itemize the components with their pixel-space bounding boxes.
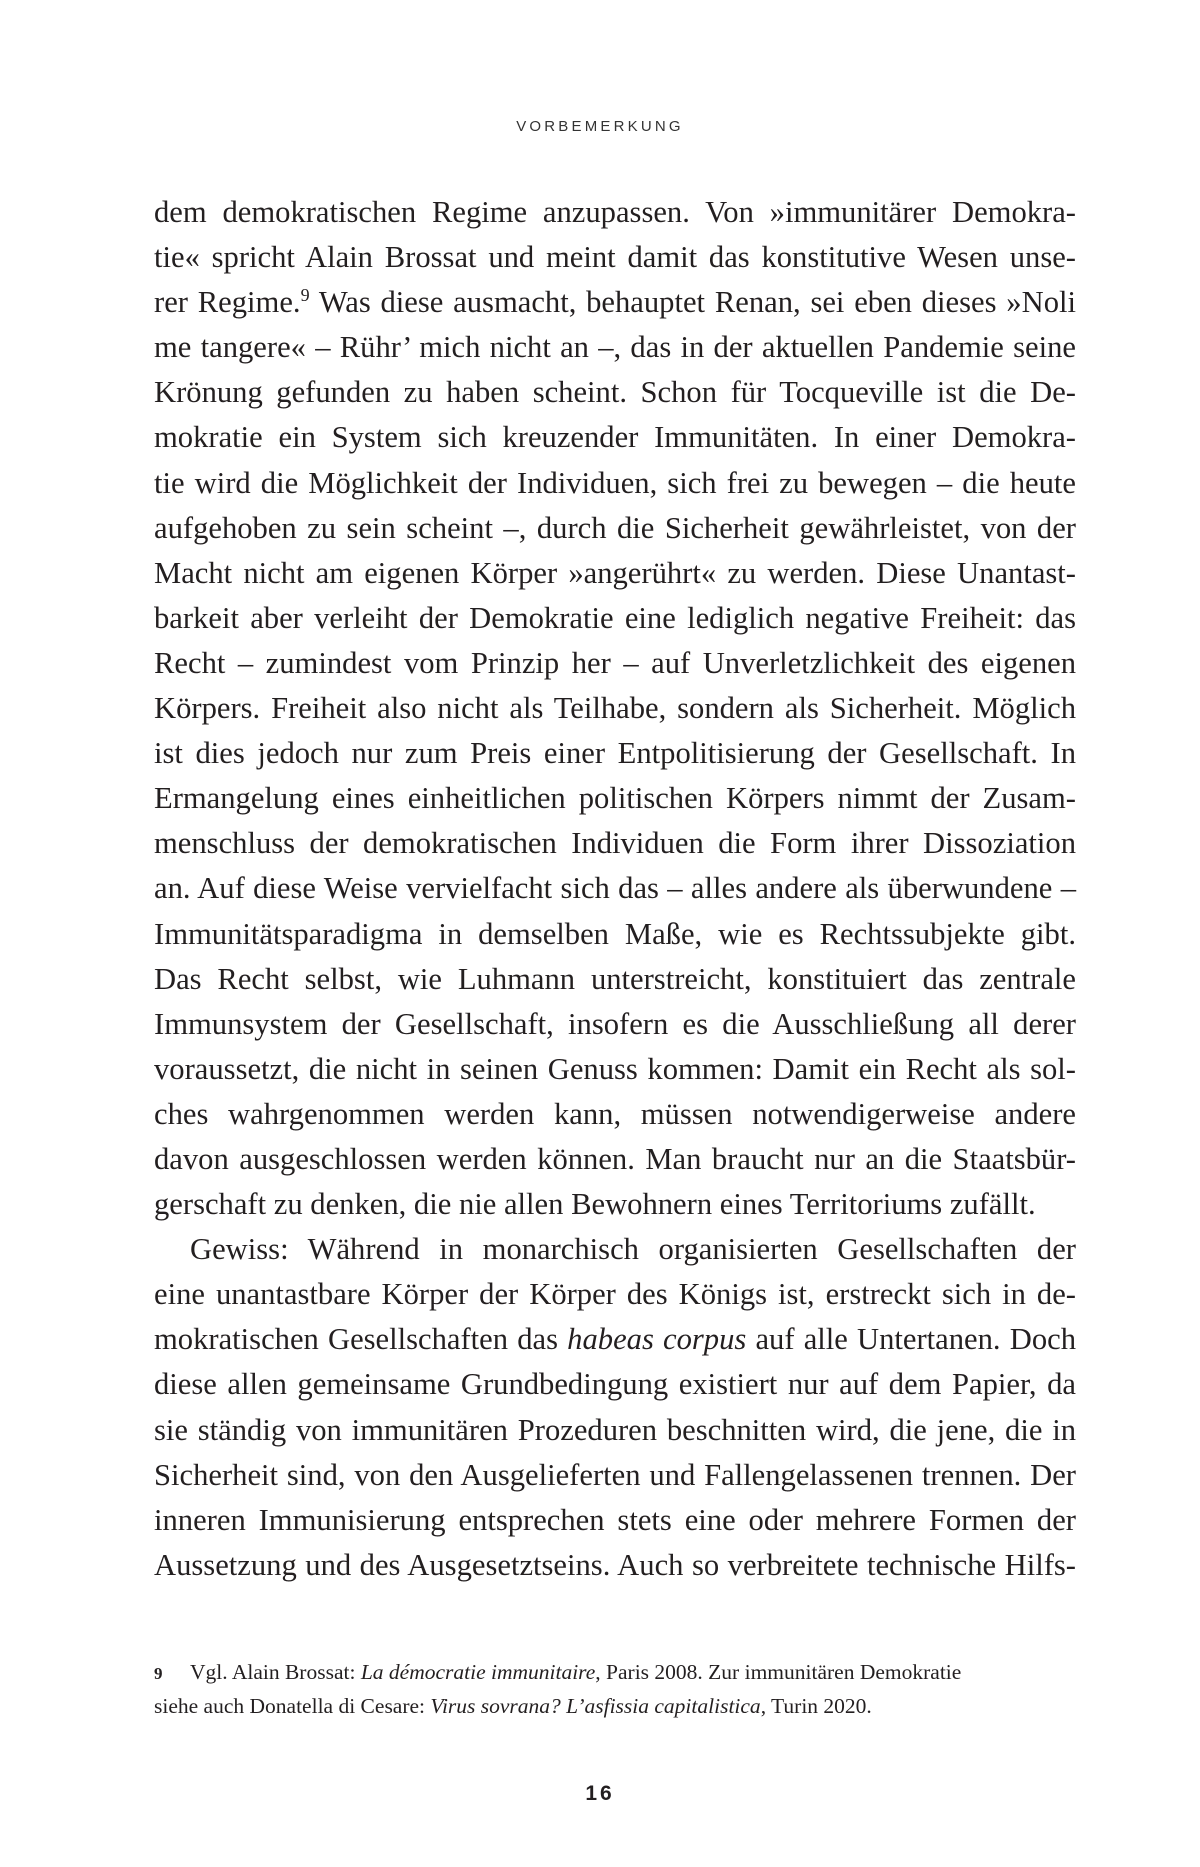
footnote-area [154,1656,1076,1722]
running-head: VORBEMERKUNG [516,118,684,135]
text-line: sie ständig von immunitären Prozeduren beschnitten wird, die jene, die in [154,1412,1076,1447]
book-title: Virus sovrana? L’asfissia capitalistica [430,1694,761,1718]
text-line: Ermangelung eines einheitlichen politischen Körpers nimmt der Zusam- [154,781,1076,816]
text-line: ches wahrgenommen werden kann, müssen notwendigerweise andere [154,1096,1076,1131]
text-fragment: Vgl. Alain Brossat: [190,1660,361,1684]
text-line: Gewiss: Während in monarchisch organisierten Gesellschaften der [190,1232,1076,1267]
text-line-with-italic [154,1317,1076,1362]
text-fragment: mokratischen Gesellschaften das [154,1322,568,1357]
footnote-number: 9 [154,1664,163,1683]
text-line: gerschaft zu denken, die nie allen Bewohnern eines Territoriums zufällt. [154,1187,1036,1222]
text-line: Immunitätsparadigma in demselben Maße, wie es Rechtssubjekte gibt. [154,916,1076,951]
text-line: davon ausgeschlossen werden können. Man braucht nur an die Staatsbür- [154,1141,1076,1176]
text-fragment: rer Regime. [154,285,301,320]
footnote-line [154,1656,1076,1690]
text-line: tie wird die Möglichkeit der Individuen, sich frei zu bewegen – die heute [154,465,1076,500]
text-line: me tangere« – Rühr’ mich nicht an –, das in der aktuellen Pandemie seine [154,330,1076,365]
text-fragment: Was diese ausmacht, behauptet Renan, sei eben dieses »Noli [318,285,1076,320]
italic-term: habeas corpus [567,1322,747,1357]
text-line: aufgehoben zu sein scheint –, durch die Sicherheit gewährleistet, von der [154,510,1076,545]
paragraph-2 [154,1227,1076,1588]
text-line: mokratie ein System sich kreuzender Immunitäten. In einer Demokra- [154,420,1076,455]
text-line-with-footnote [154,280,1076,325]
text-fragment: , Paris 2008. Zur immunitären Demokratie [595,1660,962,1684]
text-line: Aussetzung und des Ausgesetztseins. Auch so verbreitete technische Hilfs- [154,1547,1076,1582]
text-line: an. Auf diese Weise vervielfacht sich das – alles andere als überwundene – [154,871,1076,906]
text-line: Immunsystem der Gesellschaft, insofern es die Ausschließung all derer [154,1006,1076,1041]
text-line: diese allen gemeinsame Grundbedingung existiert nur auf dem Papier, da [154,1367,1076,1402]
text-fragment: , Turin 2020. [760,1694,872,1718]
text-line: eine unantastbare Körper der Körper des Königs ist, erstreckt sich in de- [154,1277,1076,1312]
page-number: 16 [585,1782,615,1805]
text-line: dem demokratischen Regime anzupassen. Von »immunitärer Demokra- [154,195,1076,229]
text-line: Recht – zumindest vom Prinzip her – auf Unverletzlichkeit des eigenen [154,645,1076,680]
text-line: voraussetzt, die nicht in seinen Genuss kommen: Damit ein Recht als sol- [154,1051,1076,1086]
paragraph-1 [154,190,1076,1227]
book-title: La démocratie immunitaire [360,1660,596,1684]
footnote-line [154,1690,1076,1722]
main-text [154,190,1076,1588]
text-line: Sicherheit sind, von den Ausgelieferten und Fallengelassenen trennen. Der [154,1457,1076,1492]
text-fragment: auf alle Untertanen. Doch [746,1322,1076,1357]
text-fragment: siehe auch Donatella di Cesare: [154,1694,431,1718]
text-line: tie« spricht Alain Brossat und meint damit das konstitutive Wesen unse- [154,240,1076,275]
text-line: inneren Immunisierung entsprechen stets eine oder mehrere Formen der [154,1502,1076,1537]
text-line: Macht nicht am eigenen Körper »angerührt« zu werden. Diese Unantast- [154,555,1076,590]
footnote-reference[interactable]: 9 [300,285,310,306]
text-line: Körpers. Freiheit also nicht als Teilhabe, sondern als Sicherheit. Möglich [154,691,1076,726]
text-line: barkeit aber verleiht der Demokratie eine lediglich negative Freiheit: das [154,600,1076,635]
text-line: menschluss der demokratischen Individuen die Form ihrer Dissoziation [154,826,1076,861]
text-line: ist dies jedoch nur zum Preis einer Entpolitisierung der Gesellschaft. In [154,736,1076,771]
text-line: Krönung gefunden zu haben scheint. Schon für Tocqueville ist die De- [154,375,1076,410]
text-line: Das Recht selbst, wie Luhmann unterstreicht, konstituiert das zentrale [154,961,1076,996]
